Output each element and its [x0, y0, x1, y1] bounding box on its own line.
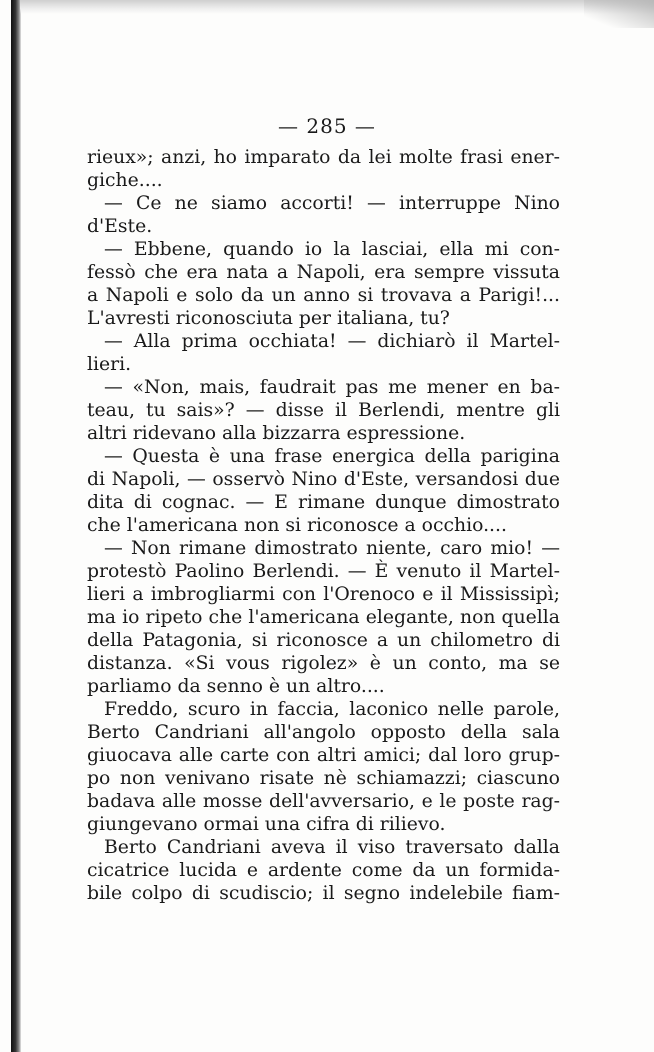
- text-line: che l'americana non si riconosce a occhio....: [87, 515, 507, 536]
- body-text: [87, 146, 560, 905]
- page-top-edge: [20, 0, 654, 14]
- text-line: L'avresti riconosciuta per italiana, tu?: [87, 308, 450, 329]
- text-line: protestò Paolino Berlendi. — È venuto il Martel-: [87, 561, 560, 582]
- text-line: giche....: [87, 170, 163, 191]
- text-line: cicatrice lucida e ardente come da un formida-: [87, 860, 560, 881]
- text-line: di Napoli, — osservò Nino d'Este, versandosi due: [87, 469, 560, 490]
- text-line: po non venivano risate nè schiamazzi; ciascuno: [87, 768, 560, 789]
- book-spine-shadow: [11, 0, 21, 1052]
- text-line: — Alla prima occhiata! — dichiarò il Martel-: [104, 331, 560, 352]
- text-line: lieri.: [87, 354, 132, 375]
- text-line: parliamo da senno è un altro....: [87, 676, 385, 697]
- text-line: badava alle mosse dell'avversario, e le poste rag-: [87, 791, 560, 812]
- text-line: della Patagonia, si riconosce a un chilometro di: [87, 630, 560, 651]
- text-line: — Non rimane dimostrato niente, caro mio! —: [104, 538, 560, 559]
- text-line: lieri a imbrogliarmi con l'Orenoco e il Mississipì;: [87, 584, 560, 605]
- text-line: a Napoli e solo da un anno si trovava a Parigi!...: [87, 285, 560, 306]
- text-line: Berto Candriani aveva il viso traversato dalla: [104, 837, 560, 858]
- text-line: Berto Candriani all'angolo opposto della sala: [87, 722, 560, 743]
- text-line: dita di cognac. — E rimane dunque dimostrato: [87, 492, 560, 513]
- text-line: giungevano ormai una cifra di rilievo.: [87, 814, 446, 835]
- text-line: rieux»; anzi, ho imparato da lei molte frasi ener-: [87, 147, 560, 168]
- text-line: — Ebbene, quando io la lasciai, ella mi con-: [104, 239, 560, 260]
- text-line: distanza. «Si vous rigolez» è un conto, ma se: [87, 653, 560, 674]
- text-line: bile colpo di scudiscio; il segno indelebile fiam-: [87, 883, 560, 904]
- text-line: — Ce ne siamo accorti! — interruppe Nino: [104, 193, 560, 214]
- text-line: — Questa è una frase energica della parigina: [104, 446, 560, 467]
- text-line: giuocava alle carte con altri amici; dal loro grup-: [87, 745, 560, 766]
- page-number: — 285 —: [278, 114, 376, 138]
- text-line: ma io ripeto che l'americana elegante, non quella: [87, 607, 560, 628]
- text-line: Freddo, scuro in faccia, laconico nelle parole,: [104, 699, 560, 720]
- page-corner-shadow: [584, 0, 654, 28]
- text-line: altri ridevano alla bizzarra espressione.: [87, 423, 466, 444]
- text-line: teau, tu sais»? — disse il Berlendi, mentre gli: [87, 400, 560, 421]
- text-line: — «Non, mais, faudrait pas me mener en ba-: [104, 377, 560, 398]
- text-line: d'Este.: [87, 216, 153, 237]
- text-line: fessò che era nata a Napoli, era sempre vissuta: [87, 262, 560, 283]
